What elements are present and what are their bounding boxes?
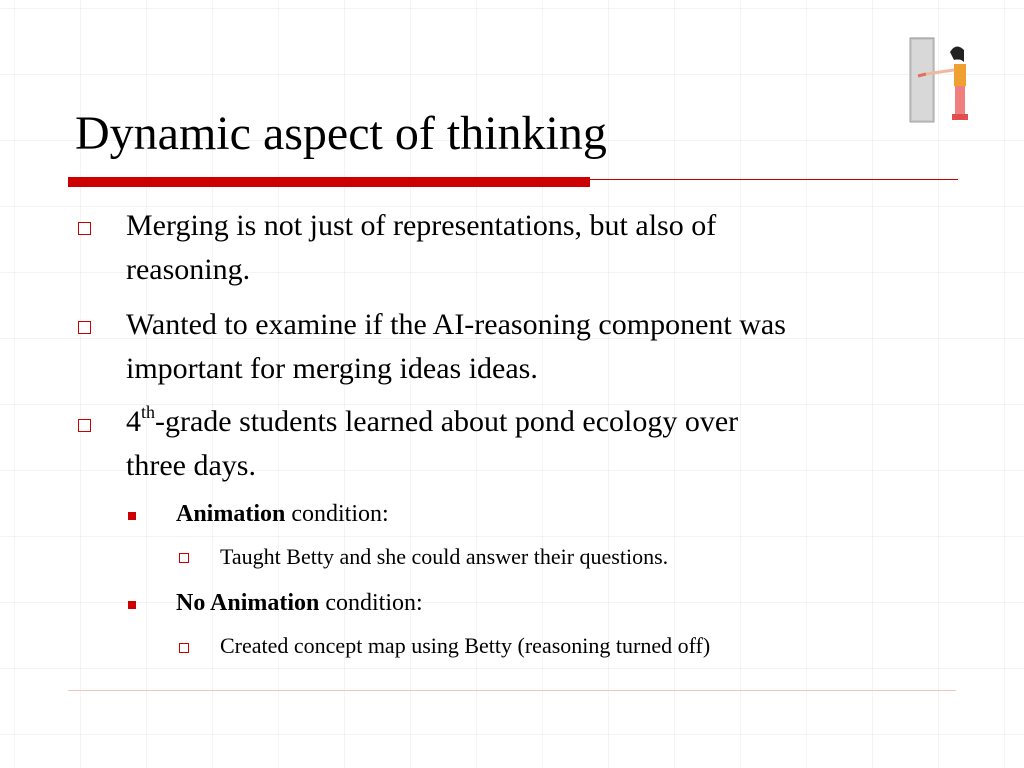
bullet-1-line-1: Merging is not just of representations, but also of [126,209,717,242]
bullet-2-line-1: Wanted to examine if the AI-reasoning component was [126,308,786,341]
sub-bullet-no-animation [176,588,423,618]
sub-bullet-no-animation-rest: condition: [319,590,423,616]
bullet-marker [78,419,91,432]
sub-sub-bullet-marker [179,643,189,653]
sub-bullet-no-animation-bold: No Animation [176,590,320,616]
sub-bullet-marker [128,601,136,609]
sub-sub-bullet-marker [179,553,189,563]
footer-divider [68,690,956,691]
bullet-3-superscript: th [141,402,156,422]
title-underline-thin [590,179,958,180]
slide-title: Dynamic aspect of thinking [75,107,607,160]
sub-bullet-animation-detail: Taught Betty and she could answer their questions. [220,544,669,569]
bullet-1-line-2: reasoning. [126,253,251,286]
bullet-marker [78,321,91,334]
bullet-2-line-2: important for merging ideas ideas. [126,352,538,385]
sub-bullet-no-animation-detail: Created concept map using Betty (reasoning turned off) [220,633,711,658]
bullet-3-prefix: 4 [126,405,141,438]
sub-bullet-animation-rest: condition: [285,501,389,527]
bullet-3-line-1 [126,400,738,444]
sub-bullet-animation [176,499,389,529]
bullet-3-line-2: three days. [126,449,256,482]
bullet-3-rest: -grade students learned about pond ecology over [155,405,739,438]
person-at-door-icon [898,28,990,150]
bullet-marker [78,222,91,235]
sub-bullet-marker [128,512,136,520]
title-underline-thick [68,177,590,187]
sub-bullet-animation-bold: Animation [176,501,286,527]
